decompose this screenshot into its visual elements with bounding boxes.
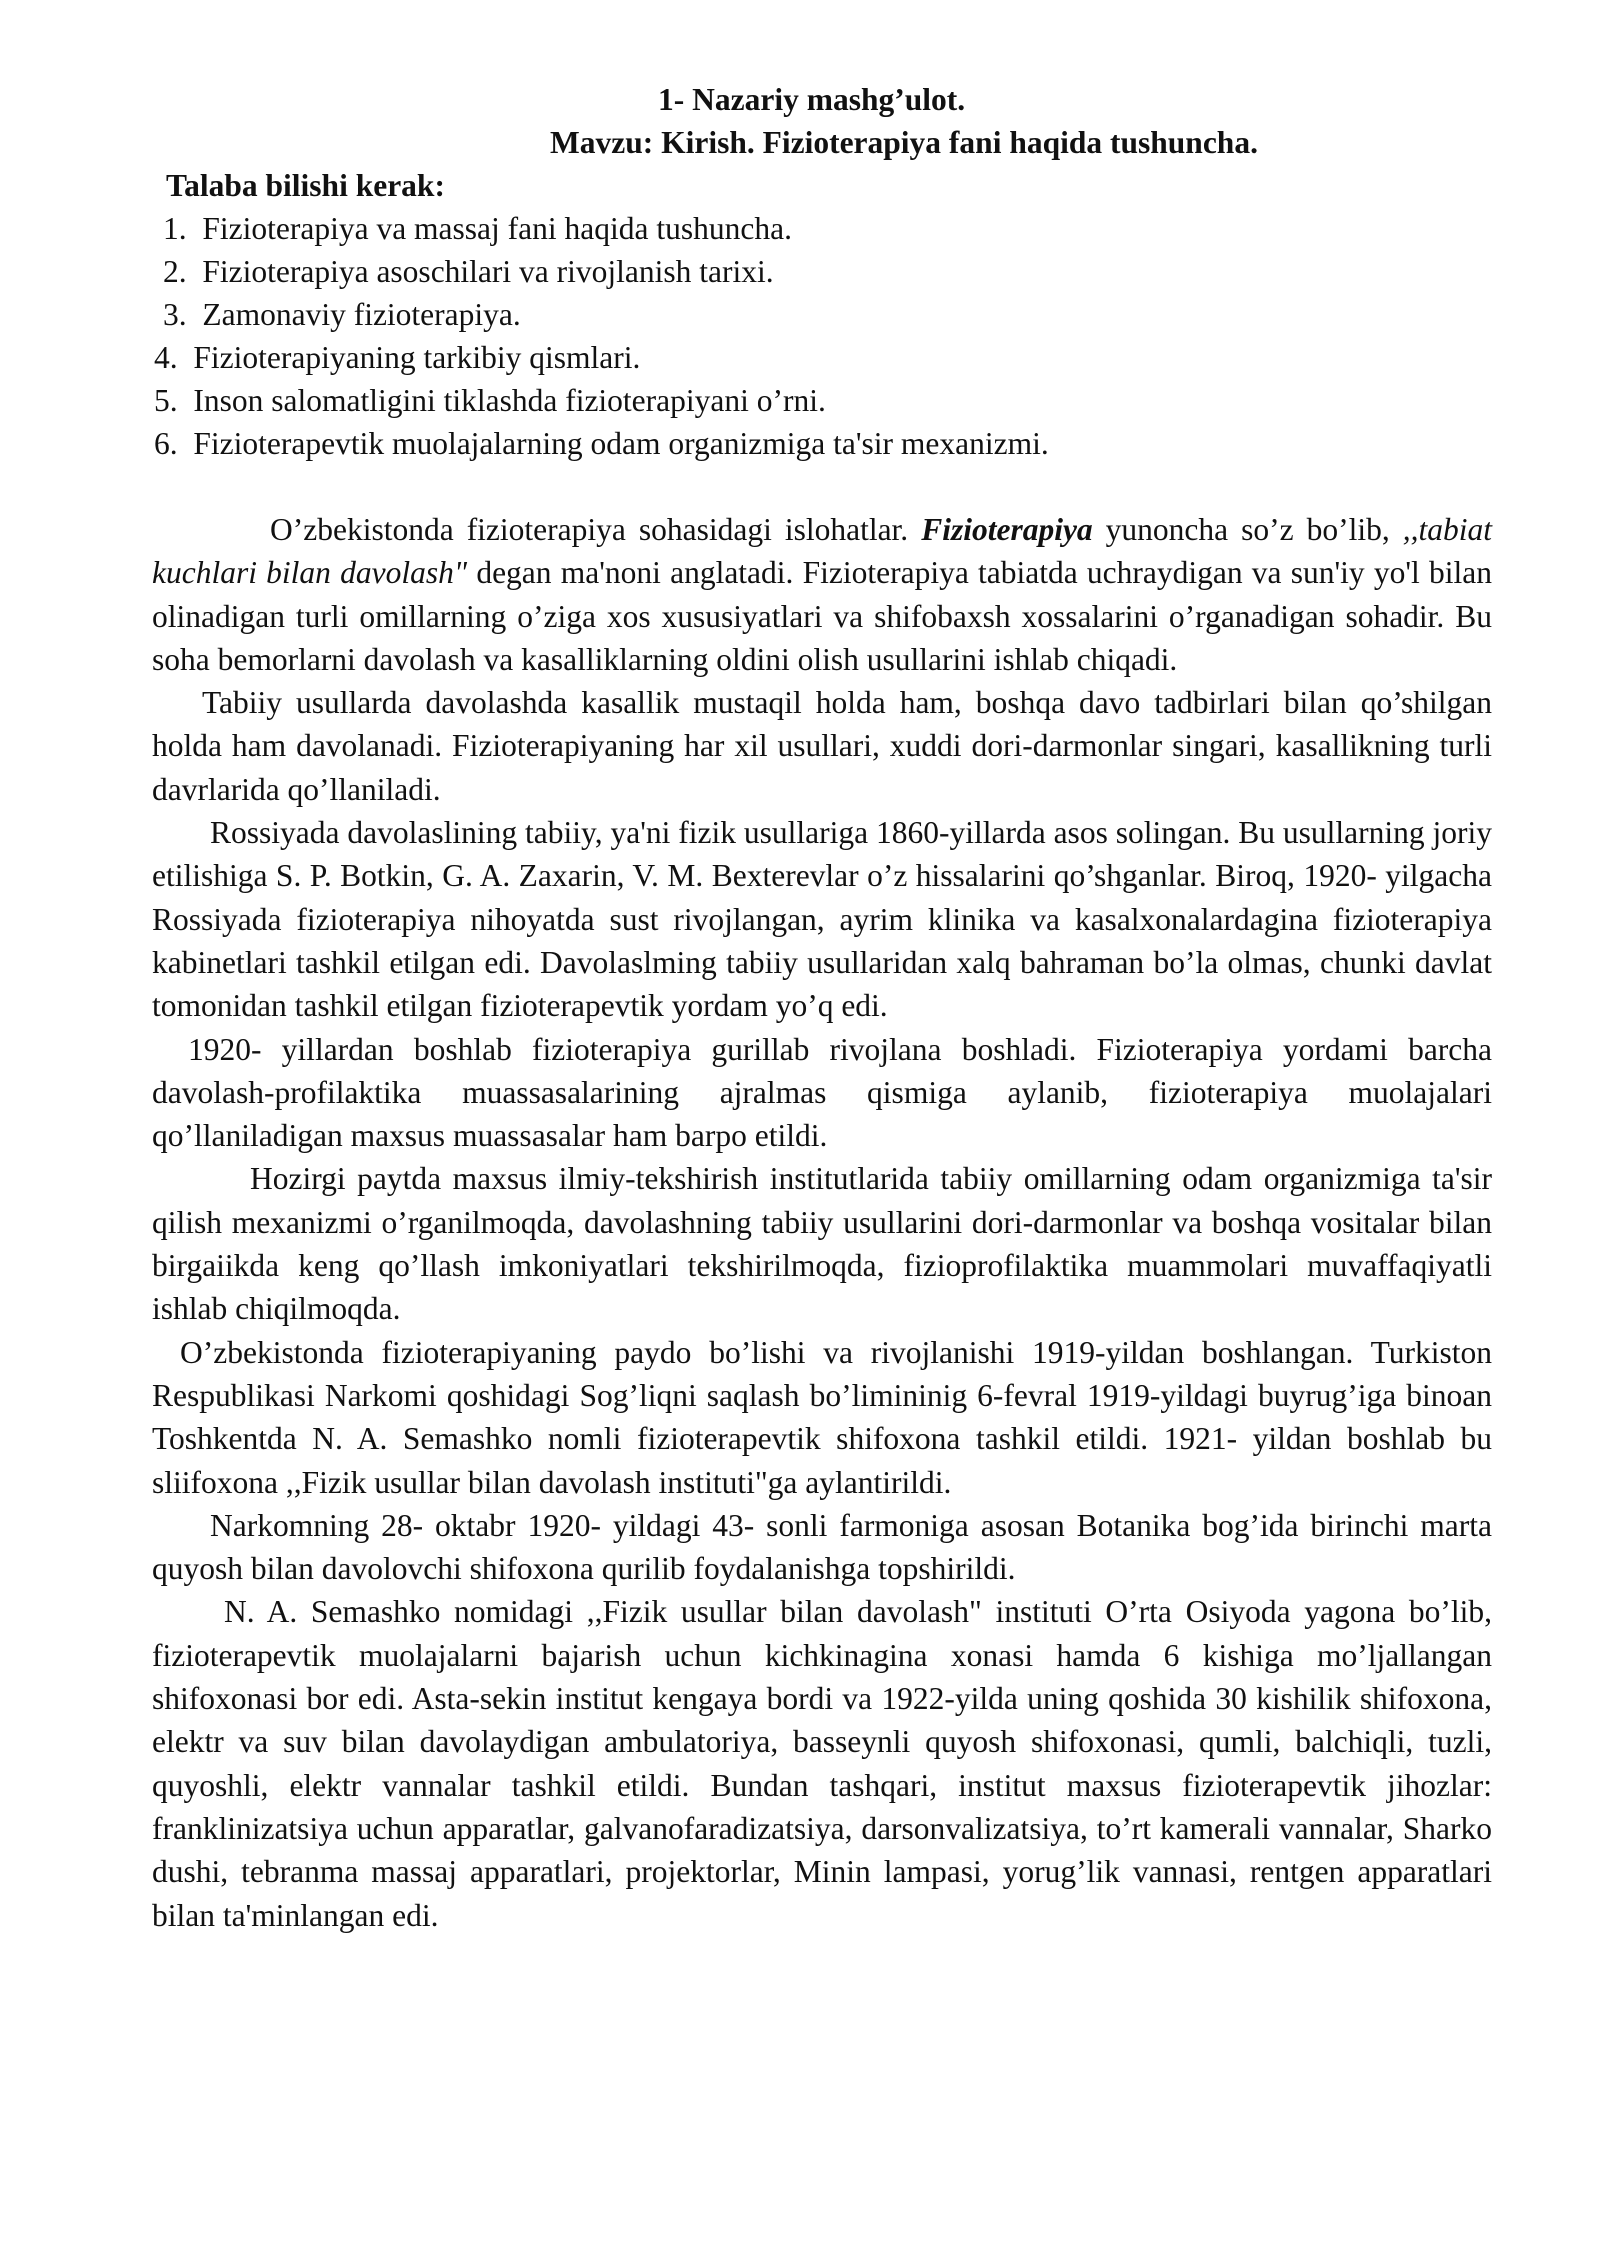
objective-text: Fizioterapiya asoschilari va rivojlanish tarixi.	[202, 254, 774, 289]
paragraph-1	[152, 508, 1492, 681]
objectives-list	[152, 207, 1492, 465]
body-text	[152, 508, 1492, 1937]
paragraph-1-rest: degan ma'noni anglatadi. Fizioterapiya tabiatda uchraydigan va sun'iy yo'l bilan olinadigan turli omillarning o’ziga xos xususiyatlari va shifobaxsh xossalarini o’rganadigan sohadir. Bu soha bemorlarni davolash va kasalliklarning oldini olish usullarini ishlab chiqadi.	[152, 555, 1492, 677]
paragraph-3: Rossiyada davolaslining tabiiy, ya'ni fizik usullariga 1860-yillarda asos solingan. Bu usullarning joriy etilishiga S. P. Botkin, G. A. Zaxarin, V. M. Bexterevlar o’z hissalarini qo’shganlar. Biroq, 1920- yilgacha Rossiyada fizioterapiya nihoyatda sust rivojlangan, ayrim klinika va kasalxonalardagina fizioterapiya kabinetlari tashkil etilgan edi. Davolaslming tabiiy usullaridan xalq bahraman bo’la olmas, chunki davlat tomonidan tashkil etilgan fizioterapevtik yordam yo’q edi.	[152, 815, 1492, 1024]
paragraph-1-quote: ,,tabiat kuchlari bilan davolash"	[152, 512, 1492, 591]
paragraph-6: O’zbekistonda fizioterapiyaning paydo bo’lishi va rivojlanishi 1919-yildan boshlangan. Turkiston Respublikasi Narkomi qoshidagi Sog’liqni saqlash bo’limininig 6-fevral 1919-yildagi buyrug’iga binoan Toshkentda N. A. Semashko nomli fizioterapevtik shifoxona tashkil etildi. 1921- yildan boshlab bu sliifoxona ,,Fizik usullar bilan davolash instituti"ga aylantirildi.	[152, 1334, 1492, 1500]
objective-item	[152, 422, 1492, 465]
lesson-title: 1- Nazariy mashg’ulot.	[658, 82, 966, 117]
paragraph-2: Tabiiy usullarda davolashda kasallik mustaqil holda ham, boshqa davo tadbirlari bilan qo’shilgan holda ham davolanadi. Fizioterapiyaning har xil usullari, xuddi dori-darmonlar singari, kasallikning turli davrlarida qo’llaniladi.	[152, 685, 1492, 807]
objective-number: 3.	[163, 297, 187, 332]
objectives-heading: Talaba bilishi kerak:	[166, 168, 445, 203]
objective-number: 2.	[163, 254, 187, 289]
topic-title: Mavzu: Kirish. Fizioterapiya fani haqida tushuncha.	[550, 125, 1258, 160]
objective-item	[152, 250, 1492, 293]
term-fizioterapiya: Fizioterapiya	[921, 512, 1093, 547]
objective-text: Fizioterapevtik muolajalarning odam organizmiga ta'sir mexanizmi.	[193, 426, 1049, 461]
paragraph-7: Narkomning 28- oktabr 1920- yildagi 43- sonli farmoniga asosan Botanika bog’ida birinchi marta quyosh bilan davolovchi shifoxona qurilib foydalanishga topshirildi.	[152, 1507, 1492, 1587]
paragraph-1-lead: O’zbekistonda fizioterapiya sohasidagi islohatlar.	[270, 512, 922, 547]
objective-text: Fizioterapiyaning tarkibiy qismlari.	[193, 340, 641, 375]
objective-number: 6.	[154, 426, 178, 461]
objective-text: Inson salomatligini tiklashda fizioterapiyani o’rni.	[193, 383, 826, 418]
objective-item	[152, 207, 1492, 250]
objective-item	[152, 379, 1492, 422]
paragraph-1-mid: yunoncha so’z bo’lib,	[1092, 512, 1403, 547]
objective-number: 1.	[163, 211, 187, 246]
document-page	[152, 78, 1492, 1937]
objective-number: 4.	[154, 340, 178, 375]
objective-item	[152, 293, 1492, 336]
objective-number: 5.	[154, 383, 178, 418]
objective-text: Zamonaviy fizioterapiya.	[202, 297, 521, 332]
objective-item	[152, 336, 1492, 379]
paragraph-5: Hozirgi paytda maxsus ilmiy-tekshirish institutlarida tabiiy omillarning odam organizmiga ta'sir qilish mexanizmi o’rganilmoqda, davolashning tabiiy usullarini dori-darmonlar va boshqa vositalar bilan birgaiikda keng qo’llash imkoniyatlari tekshirilmoqda, fizioprofilaktika muammolari muvaffaqiyatli ishlab chiqilmoqda.	[152, 1161, 1492, 1327]
objective-text: Fizioterapiya va massaj fani haqida tushuncha.	[202, 211, 792, 246]
paragraph-8: N. A. Semashko nomidagi ,,Fizik usullar bilan davolash" instituti O’rta Osiyoda yagona bo’lib, fizioterapevtik muolajalarni bajarish uchun kichkinagina xonasi hamda 6 kishiga mo’ljallangan shifoxonasi bor edi. Asta-sekin institut kengaya bordi va 1922-yilda uning qoshida 30 kishilik shifoxona, elektr va suv bilan davolaydigan ambulatoriya, basseynli quyosh shifoxonasi, qumli, balchiqli, tuzli, quyoshli, elektr vannalar tashkil etildi. Bundan tashqari, institut maxsus fizioterapevtik jihozlar: franklinizatsiya uchun apparatlar, galvanofaradizatsiya, darsonvalizatsiya, to’rt kamerali vannalar, Sharko dushi, tebranma massaj apparatlari, projektorlar, Minin lampasi, yorug’lik vannasi, rentgen apparatlari bilan ta'minlangan edi.	[152, 1594, 1492, 1933]
paragraph-4: 1920- yillardan boshlab fizioterapiya gurillab rivojlana boshladi. Fizioterapiya yordami barcha davolash-profilaktika muassasalarining ajralmas qismiga aylanib, fizioterapiya muolajalari qo’llaniladigan maxsus muassasalar ham barpo etildi.	[152, 1031, 1492, 1154]
